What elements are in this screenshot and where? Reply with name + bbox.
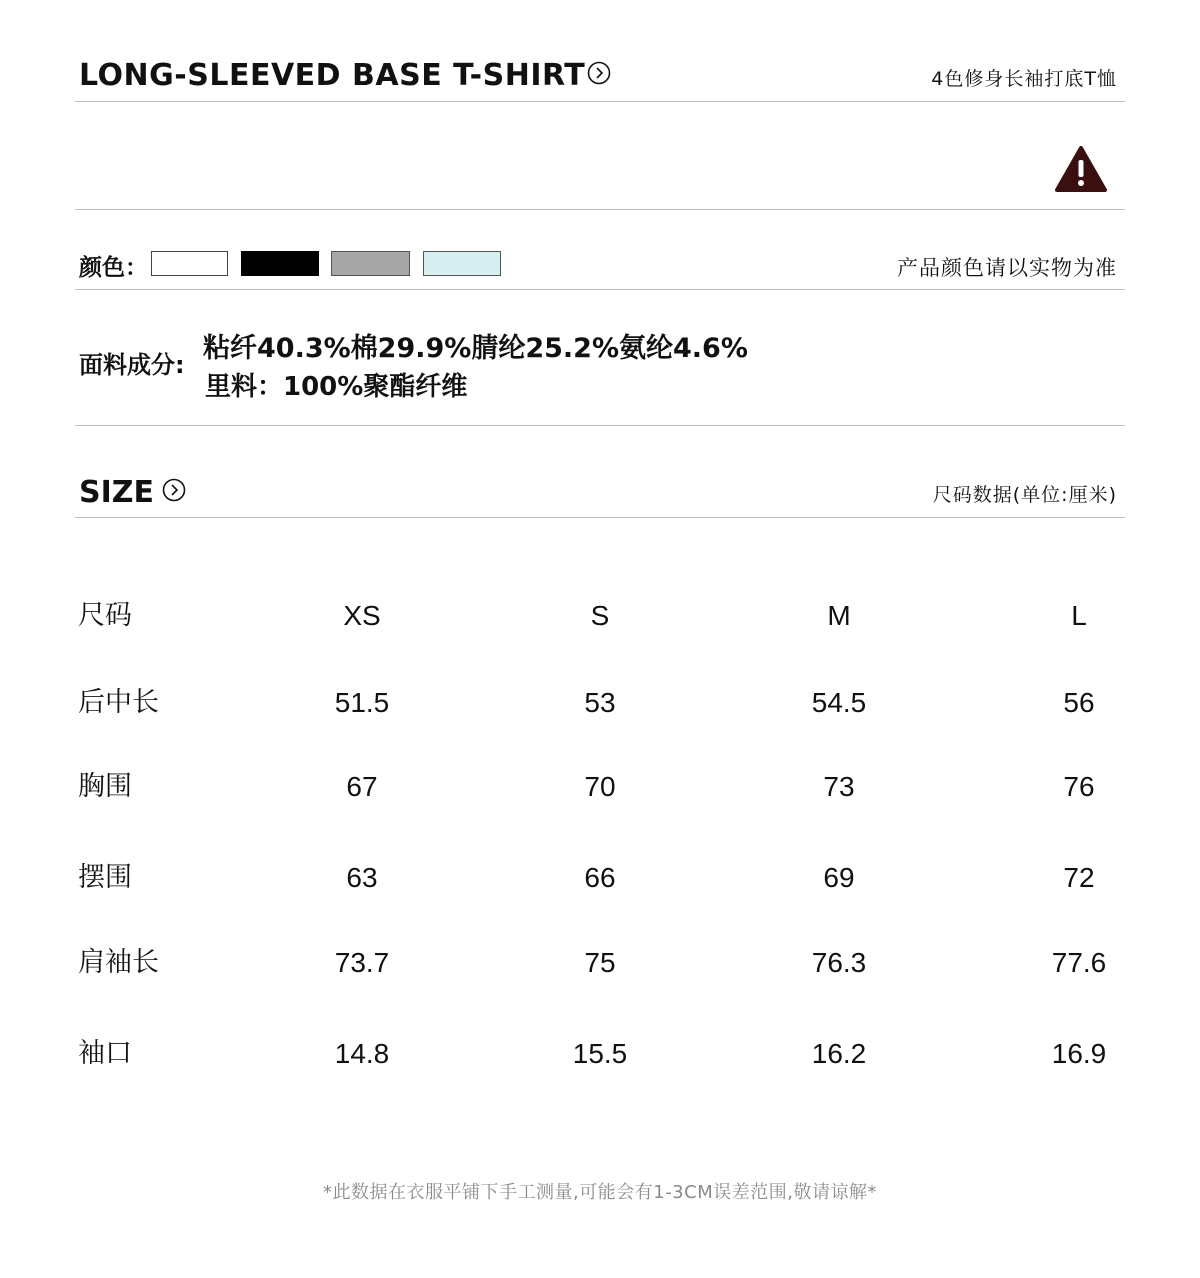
- product-subtitle: 4色修身长袖打底T恤: [931, 68, 1117, 90]
- circle-chevron-right-icon[interactable]: [587, 58, 611, 93]
- table-cell: 63: [346, 862, 378, 893]
- divider: [75, 289, 1125, 290]
- table-cell: 77.6: [1051, 947, 1107, 978]
- row-label: 肩袖长: [78, 947, 159, 978]
- color-swatch-mint[interactable]: [423, 251, 501, 276]
- size-title-text: SIZE: [79, 475, 155, 510]
- row-label: 尺码: [78, 600, 132, 631]
- table-cell: 66: [584, 862, 616, 893]
- divider: [75, 101, 1125, 102]
- fabric-composition: 粘纤40.3%棉29.9%腈纶25.2%氨纶4.6%: [203, 333, 748, 364]
- divider: [75, 425, 1125, 426]
- table-cell: 54.5: [811, 687, 867, 718]
- color-swatch-black[interactable]: [241, 251, 319, 276]
- table-cell: 67: [346, 771, 378, 802]
- size-section-title: [79, 475, 186, 510]
- table-row: [0, 681, 1200, 725]
- table-cell: 15.5: [572, 1038, 628, 1069]
- row-label: 胸围: [78, 771, 132, 802]
- table-row: [0, 1032, 1200, 1076]
- table-cell: 72: [1063, 862, 1095, 893]
- table-cell: 69: [823, 862, 855, 893]
- color-disclaimer: 产品颜色请以实物为准: [897, 256, 1117, 280]
- circle-chevron-right-icon[interactable]: [162, 475, 186, 510]
- lining-composition: 里料：100%聚酯纤维: [205, 372, 468, 402]
- divider: [75, 209, 1125, 210]
- table-cell: 73: [823, 771, 855, 802]
- table-cell: 73.7: [334, 947, 390, 978]
- table-cell: 76: [1063, 771, 1095, 802]
- color-label: 颜色：: [79, 255, 148, 281]
- page-title: [79, 58, 611, 93]
- table-cell: 14.8: [334, 1038, 390, 1069]
- table-cell: 51.5: [334, 687, 390, 718]
- table-row: [0, 941, 1200, 985]
- size-unit-note: 尺码数据(单位:厘米): [932, 484, 1117, 506]
- table-cell: 76.3: [811, 947, 867, 978]
- table-cell: 70: [584, 771, 616, 802]
- table-header-row: [0, 594, 1200, 638]
- row-label: 后中长: [78, 687, 159, 718]
- table-cell: 53: [584, 687, 616, 718]
- warning-triangle-icon: [1054, 145, 1108, 197]
- page-title-text: LONG-SLEEVED BASE T-SHIRT: [79, 58, 586, 93]
- table-cell: 16.2: [811, 1038, 867, 1069]
- table-cell: 16.9: [1051, 1038, 1107, 1069]
- table-row: [0, 856, 1200, 900]
- table-cell: S: [590, 600, 610, 631]
- divider: [75, 517, 1125, 518]
- table-cell: XS: [343, 600, 381, 631]
- fabric-label: 面料成分:: [79, 351, 185, 379]
- table-cell: 56: [1063, 687, 1095, 718]
- measurement-footnote: *此数据在衣服平铺下手工测量,可能会有1-3CM误差范围,敬请谅解*: [323, 1182, 877, 1203]
- row-label: 袖口: [78, 1038, 132, 1069]
- table-cell: 75: [584, 947, 616, 978]
- table-cell: L: [1071, 600, 1087, 631]
- table-cell: M: [827, 600, 851, 631]
- color-swatch-white[interactable]: [151, 251, 228, 276]
- table-row: [0, 765, 1200, 809]
- row-label: 摆围: [78, 862, 132, 893]
- color-swatch-gray[interactable]: [331, 251, 410, 276]
